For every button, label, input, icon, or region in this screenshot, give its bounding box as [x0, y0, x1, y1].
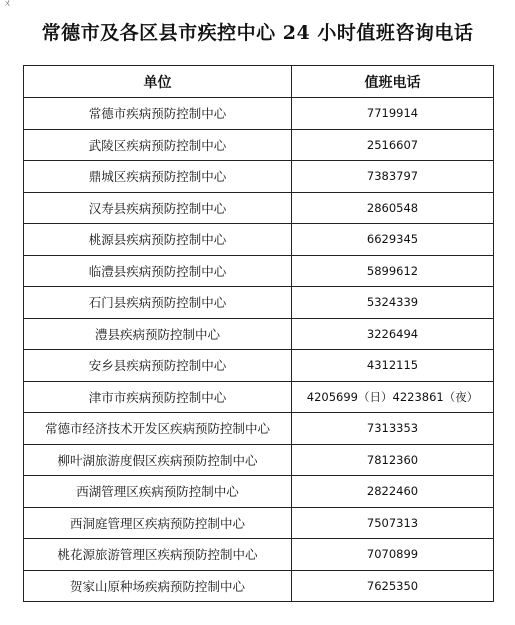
table-row	[24, 444, 494, 476]
phone-cell: 3226494	[292, 318, 494, 350]
table-row	[24, 350, 494, 382]
unit-cell: 贺家山原种场疾病预防控制中心	[24, 570, 292, 602]
phone-cell: 7070899	[292, 539, 494, 571]
table-body	[24, 98, 494, 602]
table-row	[24, 192, 494, 224]
table-row	[24, 318, 494, 350]
table-row	[24, 476, 494, 508]
unit-cell: 西湖管理区疾病预防控制中心	[24, 476, 292, 508]
table-row	[24, 161, 494, 193]
phone-cell: 7383797	[292, 161, 494, 193]
phone-cell: 5899612	[292, 255, 494, 287]
phone-cell: 7507313	[292, 507, 494, 539]
unit-cell: 安乡县疾病预防控制中心	[24, 350, 292, 382]
column-header-phone: 值班电话	[292, 66, 494, 98]
table-row	[24, 129, 494, 161]
phone-cell: 7812360	[292, 444, 494, 476]
table-row	[24, 570, 494, 602]
column-header-unit: 单位	[24, 66, 292, 98]
unit-cell: 武陵区疾病预防控制中心	[24, 129, 292, 161]
page-title: 常德市及各区县市疾控中心 24 小时值班咨询电话	[41, 22, 474, 44]
unit-cell: 柳叶湖旅游度假区疾病预防控制中心	[24, 444, 292, 476]
corner-mark: ㄨ	[3, 0, 13, 9]
phone-cell: 4312115	[292, 350, 494, 382]
phone-cell: 2860548	[292, 192, 494, 224]
phone-cell: 2516607	[292, 129, 494, 161]
table-row	[24, 255, 494, 287]
phone-cell: 7313353	[292, 413, 494, 445]
phone-cell: 2822460	[292, 476, 494, 508]
phone-cell: 5324339	[292, 287, 494, 319]
table-row	[24, 539, 494, 571]
phone-cell: 4205699（日）4223861（夜）	[292, 381, 494, 413]
unit-cell: 桃源县疾病预防控制中心	[24, 224, 292, 256]
phone-cell: 6629345	[292, 224, 494, 256]
unit-cell: 常德市经济技术开发区疾病预防控制中心	[24, 413, 292, 445]
unit-cell: 汉寿县疾病预防控制中心	[24, 192, 292, 224]
table-header-row	[24, 66, 494, 98]
duty-phone-table	[23, 65, 494, 602]
phone-cell: 7625350	[292, 570, 494, 602]
unit-cell: 西洞庭管理区疾病预防控制中心	[24, 507, 292, 539]
unit-cell: 津市市疾病预防控制中心	[24, 381, 292, 413]
unit-cell: 桃花源旅游管理区疾病预防控制中心	[24, 539, 292, 571]
table-row	[24, 413, 494, 445]
unit-cell: 澧县疾病预防控制中心	[24, 318, 292, 350]
unit-cell: 常德市疾病预防控制中心	[24, 98, 292, 130]
phone-cell: 7719914	[292, 98, 494, 130]
table-row	[24, 224, 494, 256]
unit-cell: 鼎城区疾病预防控制中心	[24, 161, 292, 193]
unit-cell: 石门县疾病预防控制中心	[24, 287, 292, 319]
table-row	[24, 98, 494, 130]
table-row	[24, 287, 494, 319]
table-row	[24, 507, 494, 539]
unit-cell: 临澧县疾病预防控制中心	[24, 255, 292, 287]
table-row	[24, 381, 494, 413]
